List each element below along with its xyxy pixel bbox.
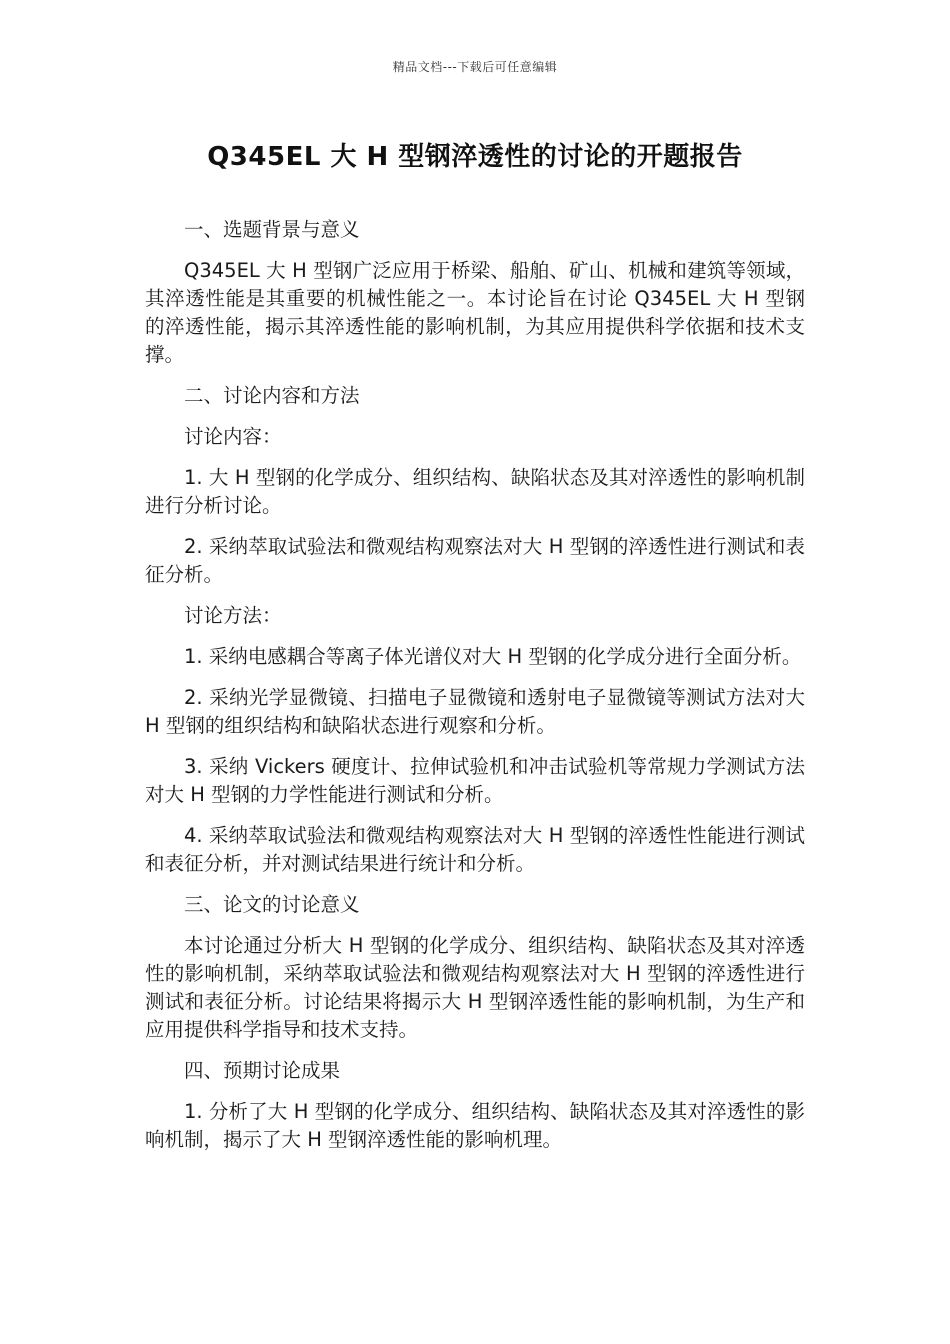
header-note: 精品文档---下载后可任意编辑 [392, 60, 558, 74]
section-heading-significance: 三、论文的讨论意义 [184, 893, 360, 916]
document-body [145, 216, 805, 1167]
method-item-2: 2. 采纳光学显微镜、扫描电子显微镜和透射电子显微镜等测试方法对大 H 型钢的组织结构和缺陷状态进行观察和分析。 [145, 686, 805, 737]
section-heading-expected-results: 四、预期讨论成果 [184, 1059, 341, 1082]
method-item-1: 1. 采纳电感耦合等离子体光谱仪对大 H 型钢的化学成分进行全面分析。 [184, 645, 802, 668]
paragraph-significance: 本讨论通过分析大 H 型钢的化学成分、组织结构、缺陷状态及其对淬透性的影响机制，采纳萃取试验法和微观结构观察法对大 H 型钢的淬透性进行测试和表征分析。讨论结果将揭示大 H 型钢淬透性能的影响机制，为生产和应用提供科学指导和技术支持。 [145, 934, 805, 1041]
method-item-4: 4. 采纳萃取试验法和微观结构观察法对大 H 型钢的淬透性性能进行测试和表征分析，并对测试结果进行统计和分析。 [145, 824, 805, 875]
subheading-content: 讨论内容： [184, 425, 282, 448]
content-item-1: 1. 大 H 型钢的化学成分、组织结构、缺陷状态及其对淬透性的影响机制进行分析讨论。 [145, 466, 805, 517]
section-heading-background: 一、选题背景与意义 [184, 218, 360, 241]
method-item-3: 3. 采纳 Vickers 硬度计、拉伸试验机和冲击试验机等常规力学测试方法对大 H 型钢的力学性能进行测试和分析。 [145, 755, 805, 806]
expected-result-item-1: 1. 分析了大 H 型钢的化学成分、组织结构、缺陷状态及其对淬透性的影响机制，揭示了大 H 型钢淬透性能的影响机理。 [145, 1100, 805, 1151]
section-heading-content-methods: 二、讨论内容和方法 [184, 384, 360, 407]
subheading-methods: 讨论方法： [184, 604, 282, 627]
content-item-2: 2. 采纳萃取试验法和微观结构观察法对大 H 型钢的淬透性进行测试和表征分析。 [145, 535, 805, 586]
paragraph-background: Q345EL 大 H 型钢广泛应用于桥梁、船舶、矿山、机械和建筑等领域，其淬透性能是其重要的机械性能之一。本讨论旨在讨论 Q345EL 大 H 型钢的淬透性能，揭示其淬透性能的影响机制，为其应用提供科学依据和技术支撑。 [145, 259, 805, 366]
document-title: Q345EL 大 H 型钢淬透性的讨论的开题报告 [207, 142, 743, 172]
